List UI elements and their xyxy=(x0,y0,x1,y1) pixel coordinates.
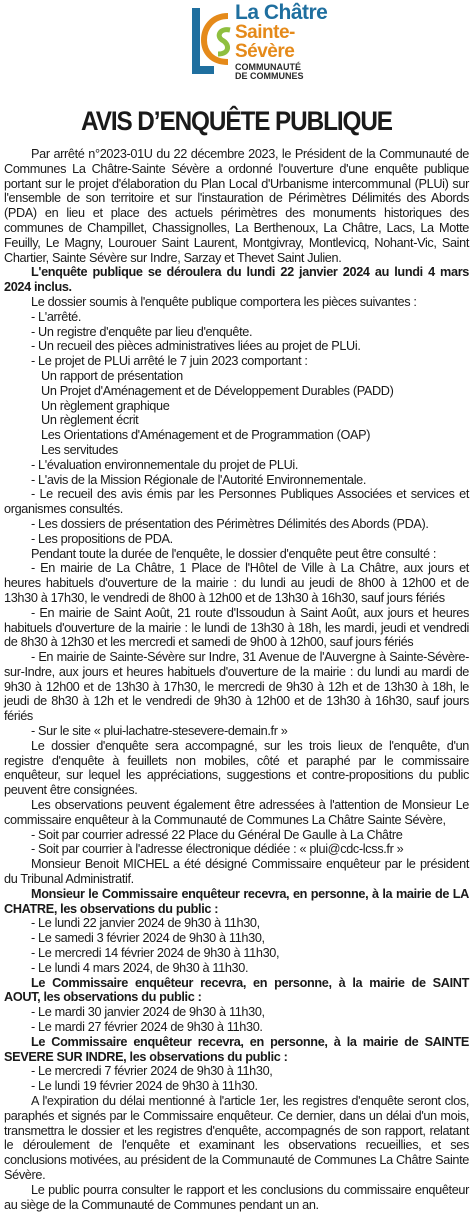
page-title: AVIS D’ENQUÊTE PUBLIQUE xyxy=(81,106,392,136)
paragraph: - Le mardi 27 février 2024 de 9h30 à 11h30. xyxy=(31,1020,263,1035)
paragraph: - Le mardi 30 janvier 2024 de 9h30 à 11h30, xyxy=(31,1005,265,1020)
paragraph: Le Commissaire enquêteur recevra, en personne, à la mairie de SAINTE SEVERE SUR INDRE, les observations du public : xyxy=(4,1034,469,1064)
paragraph: - L'arrêté. xyxy=(31,309,82,324)
paragraph: - Un registre d'enquête par lieu d'enquête. xyxy=(31,324,253,339)
paragraph: - Le lundi 19 février 2024 de 9h30 à 11h30. xyxy=(31,1079,258,1094)
paragraph: Le dossier d'enquête sera accompagné, sur les trois lieux de l'enquête, d'un registre d'enquête à feuillets non mobiles, côté et paraphé par le commissaire enquêteur, sur lequel les appréciations, suggestions et contre-propositions du public peuvent être consignées. xyxy=(4,738,469,798)
paragraph: - Le samedi 3 février 2024 de 9h30 à 11h30, xyxy=(31,931,265,946)
paragraph: Le public pourra consulter le rapport et les conclusions du commissaire enquêteur au siège de la Communauté de Communes pendant un an. xyxy=(4,1182,469,1212)
paragraph: - Le lundi 4 mars 2024, de 9h30 à 11h30. xyxy=(31,960,249,975)
paragraph: Un rapport de présentation xyxy=(41,368,183,383)
paragraph: Les observations peuvent également être adressées à l'attention de Monsieur Le commissaire enquêteur à la Communauté de Communes La Châtre Sainte Sévère, xyxy=(4,798,469,827)
paragraph: - Sur le site « plui-lachatre-stesevere-demain.fr » xyxy=(31,724,288,739)
paragraph: - En mairie de Saint Août, 21 route d'Issoudun à Saint Août, aux jours et heures habituels d'ouverture de la mairie : le lundi de 13h30 à 18h, les mardi, jeudi et vendredi de 8h30 à 12h30 et les mercredi et samedi de 9h00 à 12h00, sauf jours fériés xyxy=(4,605,469,650)
logo xyxy=(4,0,469,92)
paragraph: - L'évaluation environnementale du projet de PLUi. xyxy=(31,457,299,472)
paragraph: - En mairie de La Châtre, 1 Place de l'Hôtel de Ville à La Châtre, aux jours et heures habituels d'ouverture de la mairie : du lundi au jeudi de 8h00 à 12h00 et de 13h30 à 17h30, le vendredi de 8h00 à 12h00 et de 13h30 à 16h30, sauf jours fériés xyxy=(4,561,469,605)
notice-body xyxy=(4,147,469,1212)
paragraph: - Un recueil des pièces administratives liées au projet de PLUi. xyxy=(31,339,361,354)
paragraph: - Les propositions de PDA. xyxy=(31,531,173,546)
paragraph: A l'expiration du délai mentionné à l'article 1er, les registres d'enquête seront clos, paraphés et signés par le Commissaire enquêteur. Ce dernier, dans un délai d'un mois, transmettra le dossier et les registres d'enquête, accompagnés de son rapport, relatant le déroulement de l'enquête et examinant les observations recueillies, et ses conclusions motivées, au président de la Communauté de Communes La Châtre Sainte Sévère. xyxy=(4,1094,469,1182)
logo-line-3: Sévère xyxy=(235,41,295,62)
paragraph: - Le recueil des avis émis par les Personnes Publiques Associées et services et organismes consultés. xyxy=(4,487,469,517)
paragraph: - L'avis de la Mission Régionale de l'Autorité Environnementale. xyxy=(31,472,367,487)
paragraph: Monsieur le Commissaire enquêteur recevra, en personne, à la mairie de LA CHATRE, les observations du public : xyxy=(4,886,469,916)
paragraph: Par arrêté n°2023-01U du 22 décembre 2023, le Président de la Communauté de Communes La Châtre-Sainte Sévère a ordonné l'ouverture d'une enquête publique portant sur le projet d'élaboration du Plan Local d'Urbanisme intercommunal (PLUi) sur l'ensemble de son territoire et sur l'instauration de Périmètres Délimités des Abords (PDA) en lieu et place des actuels périmètres des monuments historiques des communes de Champillet, Chassignolles, La Berthenoux, La Châtre, Lacs, La Motte Feuilly, Le Magny, Lourouer Saint Laurent, Montgivray, Montlevicq, Nohant-Vic, Saint Chartier, Sainte Sévère sur Indre, Sarzay et Thevet Saint Julien. xyxy=(4,147,469,265)
paragraph: Un Projet d'Aménagement et de Développement Durables (PADD) xyxy=(41,383,394,398)
paragraph: Les Orientations d'Aménagement et de Programmation (OAP) xyxy=(41,428,371,443)
paragraph: - Le lundi 22 janvier 2024 de 9h30 à 11h30, xyxy=(31,916,260,931)
paragraph: Le Commissaire enquêteur recevra, en personne, à la mairie de SAINT AOUT, les observations du public : xyxy=(4,975,469,1005)
paragraph: Les servitudes xyxy=(41,442,118,457)
paragraph: Un règlement graphique xyxy=(41,398,170,413)
paragraph: - Soit par courrier à l'adresse électronique dédiée : « plui@cdc-lcss.fr » xyxy=(31,842,404,857)
paragraph: - Les dossiers de présentation des Périmètres Délimités des Abords (PDA). xyxy=(31,516,429,531)
paragraph: - Le mercredi 7 février 2024 de 9h30 à 11h30, xyxy=(31,1064,273,1079)
logo-mark-icon xyxy=(190,6,236,78)
logo-line-2: Sainte- xyxy=(235,22,295,43)
paragraph: Pendant toute la durée de l'enquête, le dossier d'enquête peut être consulté : xyxy=(31,546,437,561)
paragraph: Un règlement écrit xyxy=(41,413,139,428)
paragraph: Monsieur Benoit MICHEL a été désigné Commissaire enquêteur par le président du Tribunal Administratif. xyxy=(4,857,469,887)
logo-line-1: La Châtre xyxy=(235,1,328,24)
paragraph: - Le projet de PLUi arrêté le 7 juin 2023 comportant : xyxy=(31,354,308,369)
paragraph: Le dossier soumis à l'enquête publique comportera les pièces suivantes : xyxy=(31,294,417,309)
logo-line-4: COMMUNAUTÉ DE COMMUNES xyxy=(235,62,304,82)
paragraph: - En mairie de Sainte-Sévère sur Indre, 31 Avenue de l'Auvergne à Sainte-Sévère-sur-Indre, aux jours et heures habituels d'ouverture de la mairie : du lundi au mardi de 9h30 à 12h00 et de 13h30 à 17h30, le mercredi de 9h30 à 12h et de 13h30 à 18h, le jeudi de 8h30 à 12h et le vendredi de 9h30 à 12h00 et de 13h30 à 16h30, sauf jours fériés xyxy=(4,650,469,724)
paragraph: - Soit par courrier adressé 22 Place du Général De Gaulle à La Châtre xyxy=(31,827,403,842)
paragraph: - Le mercredi 14 février 2024 de 9h30 à 11h30, xyxy=(31,946,280,961)
paragraph: L'enquête publique se déroulera du lundi 22 janvier 2024 au lundi 4 mars 2024 inclus. xyxy=(4,265,469,295)
